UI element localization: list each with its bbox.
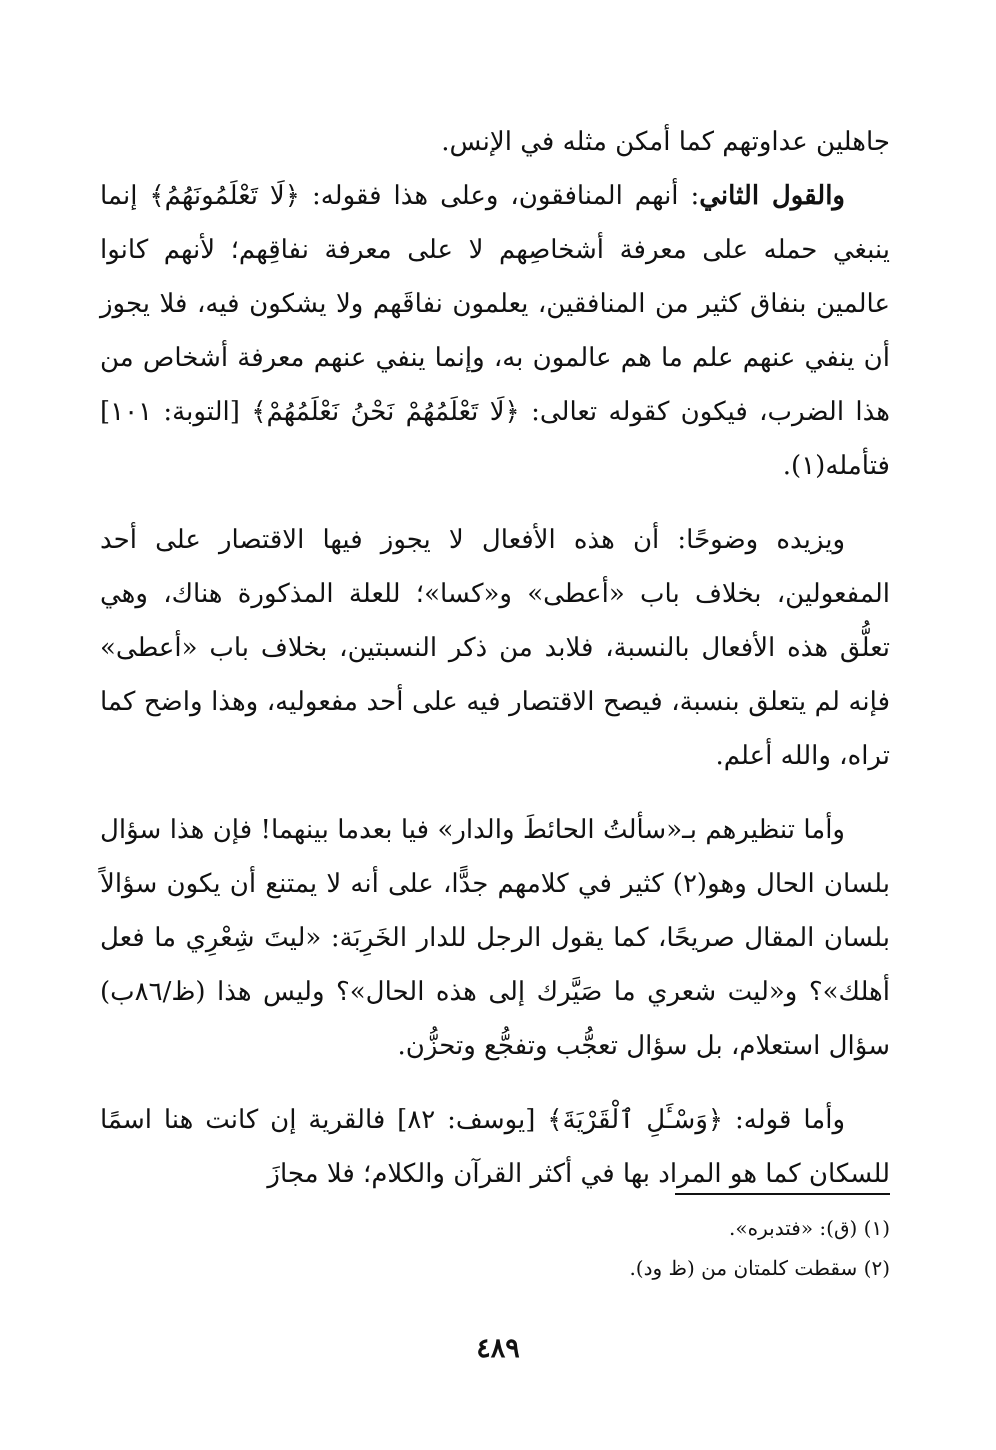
paragraph-2 [100,169,890,493]
footnotes [100,1208,890,1288]
paragraph-4: وأما تنظيرهم بـ«سألتُ الحائطَ والدار» فيا بعدما بينهما! فإن هذا سؤال بلسان الحال وهو(٢) كثير في كلامهم جدًّا، على أنه لا يمتنع أن يكون سؤالاً بلسان المقال صريحًا، كما يقول الرجل للدار الخَرِبَة: «ليتَ شِعْرِي ما فعل أهلك»؟ و«ليت شعري ما صَيَّرك إلى هذه الحال»؟ وليس هذا (ظ/٨٦ب) سؤال استعلام، بل سؤال تعجُّب وتفجُّع وتحزُّن. [100,815,890,1061]
page-number: ٤٨٩ [476,1333,520,1364]
footnote-separator [675,1193,890,1195]
main-text [100,115,890,1201]
paragraph-2-text: : أنهم المنافقون، وعلى هذا فقوله: ﴿لَا تَعْلَمُونَهُمُ﴾ إنما ينبغي حمله على معرفة أشخاصِهم لا على معرفة نفاقِهم؛ لأنهم كانوا عالمين بنفاق كثير من المنافقين، يعلمون نفاقَهم ولا يشكون فيه، فلا يجوز أن ينفي عنهم علم ما هم عالمون به، وإنما ينفي عنهم معرفة أشخاص من هذا الضرب، فيكون كقوله تعالى: ﴿لَا تَعْلَمُهُمْ نَحْنُ نَعْلَمُهُمْ﴾ [التوبة: ١٠١] فتأمله(١). [100,181,890,481]
paragraph-5: وأما قوله: ﴿وَسْـَٔلِ ٱلْقَرْيَةَ﴾ [يوسف: ٨٢] فالقرية إن كانت هنا اسمًا للسكان كما هو المراد بها في أكثر القرآن والكلام؛ فلا مجازَ [100,1105,890,1189]
paragraph-3: ويزيده وضوحًا: أن هذه الأفعال لا يجوز فيها الاقتصار على أحد المفعولين، بخلاف باب «أعطى» و«كسا»؛ للعلة المذكورة هناك، وهي تعلُّق هذه الأفعال بالنسبة، فلابد من ذكر النسبتين، بخلاف باب «أعطى» فإنه لم يتعلق بنسبة، فيصح الاقتصار فيه على أحد مفعوليه، وهذا واضح كما تراه، والله أعلم. [100,525,890,771]
footnote-2: (٢) سقطت كلمتان من (ظ ود). [629,1256,890,1280]
paragraph-1: جاهلين عداوتهم كما أمكن مثله في الإنس. [441,127,890,157]
footnote-1: (١) (ق): «فتدبره». [729,1216,890,1240]
second-opinion-heading: والقول الثاني [699,181,845,211]
